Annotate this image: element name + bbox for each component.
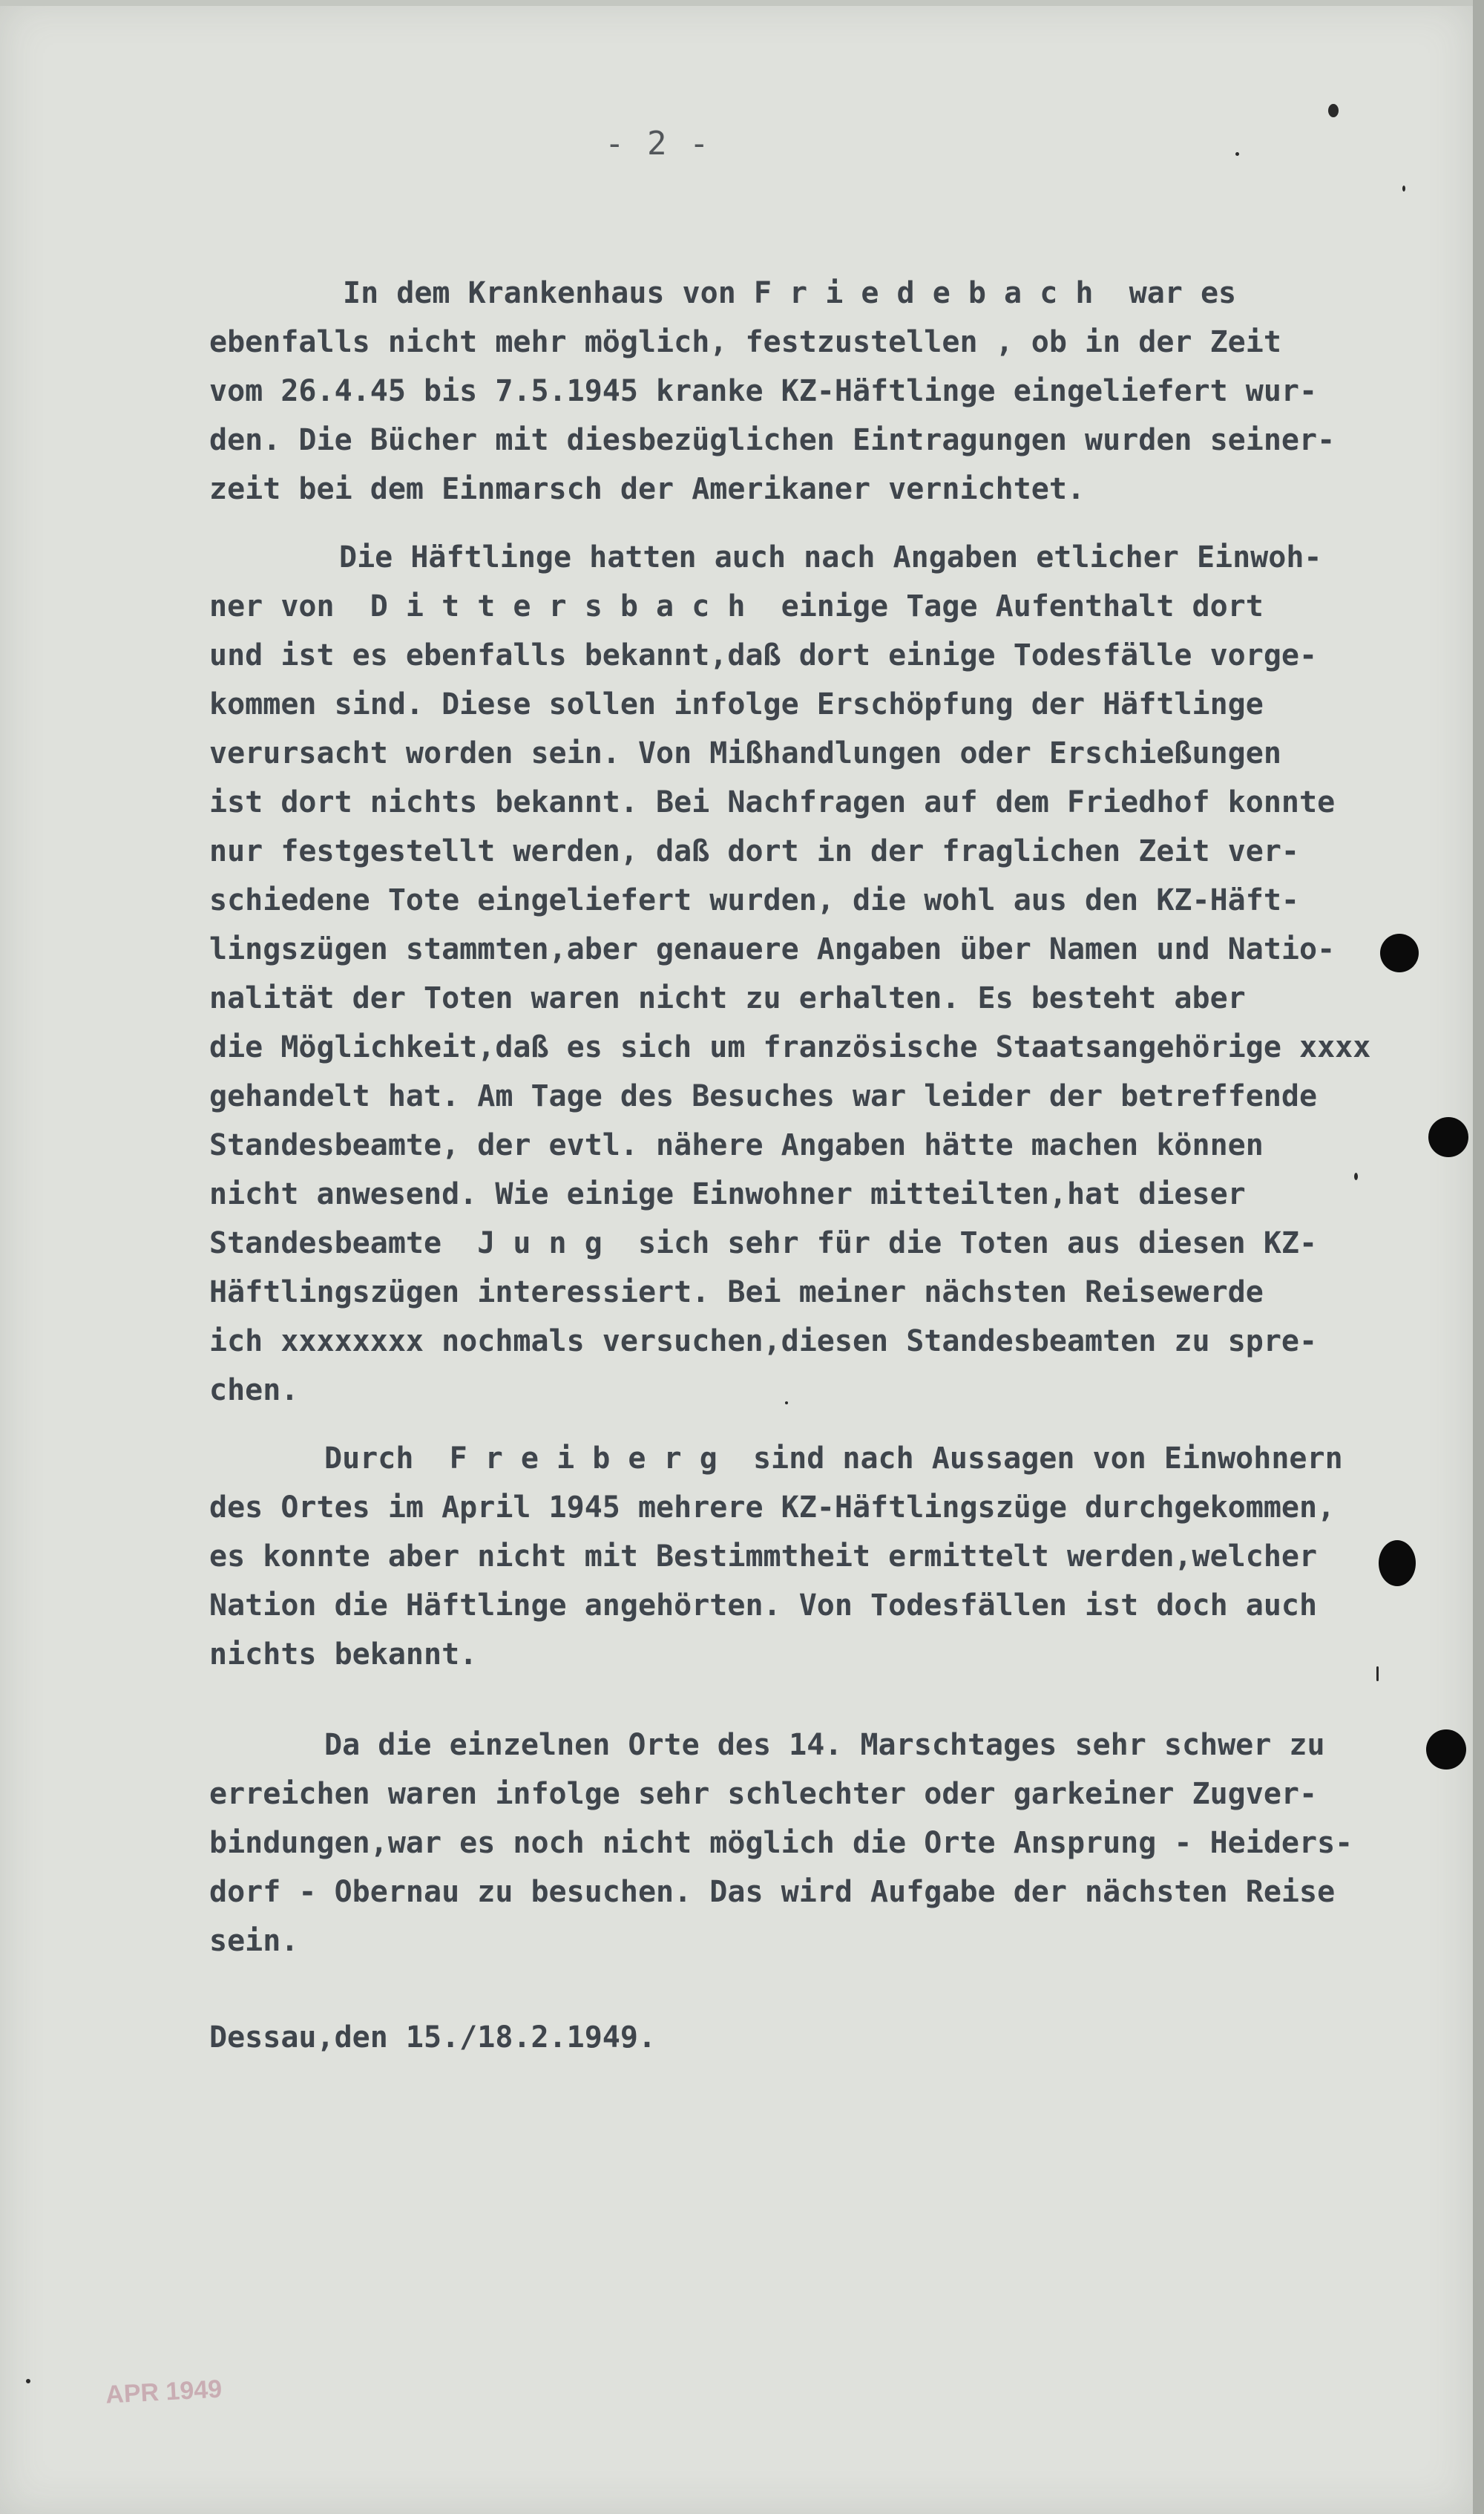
- text-line: Standesbeamte, der evtl. nähere Angaben hätte machen können: [209, 1128, 1264, 1162]
- text-line: schiedene Tote eingeliefert wurden, die wohl aus den KZ-Häft-: [209, 883, 1300, 917]
- text-line: vom 26.4.45 bis 7.5.1945 kranke KZ-Häftlinge eingeliefert wur-: [209, 374, 1318, 408]
- text-line: nichts bekannt.: [209, 1637, 478, 1672]
- text-line: es konnte aber nicht mit Bestimmtheit ermittelt werden,welcher: [209, 1539, 1318, 1574]
- text-line: nur festgestellt werden, daß dort in der fraglichen Zeit ver-: [209, 834, 1300, 868]
- text-line: ist dort nichts bekannt. Bei Nachfragen auf dem Friedhof konnte: [209, 785, 1336, 819]
- ink-speck: [785, 1401, 788, 1404]
- text-line: Häftlingszügen interessiert. Bei meiner nächsten Reisewerde: [209, 1275, 1264, 1309]
- text-line: erreichen waren infolge sehr schlechter oder garkeiner Zugver-: [209, 1777, 1318, 1811]
- document-body: [209, 269, 1426, 1965]
- text-line: Nation die Häftlinge angehörten. Von Todesfällen ist doch auch: [209, 1588, 1318, 1623]
- punch-hole-icon: [1428, 1117, 1468, 1157]
- text-line: zeit bei dem Einmarsch der Amerikaner vernichtet.: [209, 472, 1086, 506]
- text-line: lingszügen stammten,aber genauere Angaben über Namen und Natio-: [209, 932, 1336, 966]
- text-line: die Möglichkeit,daß es sich um französische Staatsangehörige xxxx: [209, 1030, 1371, 1064]
- text-line: sein.: [209, 1924, 299, 1958]
- text-line: Durch F r e i b e r g sind nach Aussagen von Einwohnern: [324, 1441, 1343, 1476]
- page-top-edge: [0, 0, 1473, 6]
- ink-speck: [1328, 104, 1339, 117]
- text-line: ebenfalls nicht mehr möglich, festzustellen , ob in der Zeit: [209, 325, 1281, 359]
- text-line: den. Die Bücher mit diesbezüglichen Eintragungen wurden seiner-: [209, 423, 1336, 457]
- text-line: und ist es ebenfalls bekannt,daß dort einige Todesfälle vorge-: [209, 638, 1318, 672]
- ink-speck: [1235, 152, 1239, 156]
- page-right-edge: [1473, 0, 1484, 2514]
- paragraph-marschtag: [209, 1721, 1426, 1965]
- text-line: chen.: [209, 1373, 299, 1407]
- paragraph-dittersbach: [209, 533, 1426, 1415]
- date-line: Dessau,den 15./18.2.1949.: [209, 2020, 657, 2055]
- text-line: Standesbeamte J u n g sich sehr für die Toten aus diesen KZ-: [209, 1226, 1318, 1260]
- text-line: verursacht worden sein. Von Mißhandlungen oder Erschießungen: [209, 736, 1281, 770]
- ink-speck: [1354, 1173, 1358, 1180]
- text-line: kommen sind. Diese sollen infolge Erschöpfung der Häftlinge: [209, 687, 1264, 721]
- text-line: In dem Krankenhaus von F r i e d e b a c h war es: [343, 276, 1237, 310]
- received-stamp: [99, 2357, 272, 2418]
- ink-speck: [26, 2379, 30, 2383]
- punch-hole-icon: [1426, 1729, 1466, 1770]
- ink-speck: [1376, 1666, 1379, 1681]
- punch-hole-icon: [1380, 934, 1419, 972]
- text-line: ich xxxxxxxx nochmals versuchen,diesen Standesbeamten zu spre-: [209, 1324, 1318, 1358]
- paragraph-freiberg: [209, 1434, 1426, 1679]
- text-line: ner von D i t t e r s b a c h einige Tage Aufenthalt dort: [209, 589, 1264, 623]
- paragraph-friedebach: [209, 269, 1426, 514]
- text-line: dorf - Obernau zu besuchen. Das wird Aufgabe der nächsten Reise: [209, 1875, 1336, 1909]
- text-line: Die Häftlinge hatten auch nach Angaben etlicher Einwoh-: [339, 540, 1322, 575]
- text-line: gehandelt hat. Am Tage des Besuches war leider der betreffende: [209, 1079, 1318, 1113]
- text-line: Da die einzelnen Orte des 14. Marschtages sehr schwer zu: [324, 1728, 1325, 1762]
- text-line: nalität der Toten waren nicht zu erhalten. Es besteht aber: [209, 981, 1246, 1015]
- text-line: bindungen,war es noch nicht möglich die Orte Ansprung - Heiders-: [209, 1826, 1353, 1860]
- ink-speck: [1402, 186, 1405, 192]
- punch-hole-icon: [1379, 1540, 1416, 1586]
- text-line: nicht anwesend. Wie einige Einwohner mitteilten,hat dieser: [209, 1177, 1246, 1211]
- text-line: des Ortes im April 1945 mehrere KZ-Häftlingszüge durchgekommen,: [209, 1490, 1336, 1525]
- received-stamp-text: APR 1949: [105, 2374, 223, 2409]
- page-number: - 2 -: [605, 125, 711, 163]
